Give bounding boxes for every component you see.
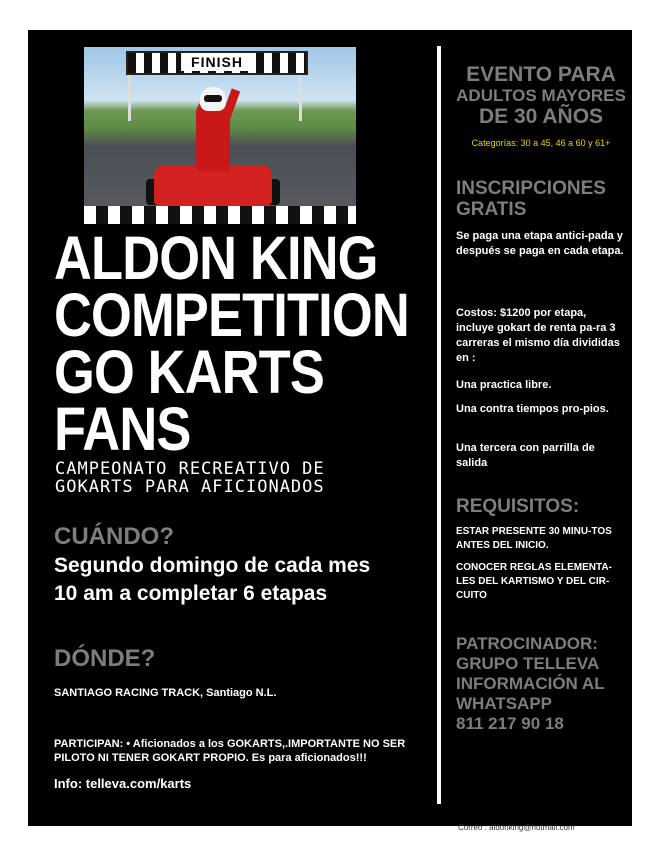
race-practice-text: Una practica libre.	[456, 379, 552, 391]
inscriptions-title: INSCRIPCIONES GRATIS	[456, 178, 606, 220]
subtitle-line: CAMPEONATO RECREATIVO DE	[55, 459, 325, 479]
sponsor-line: PATROCINADOR:	[456, 634, 598, 653]
event-title	[54, 224, 409, 463]
go-kart-finish-photo	[84, 47, 356, 224]
flyer	[28, 30, 632, 826]
where-details: SANTIAGO RACING TRACK, Santiago N.L.	[54, 687, 277, 699]
footer-email: Correo : aldonking@hotmail.com	[458, 823, 575, 832]
when-details	[54, 552, 454, 608]
sponsor-line: GRUPO TELLEVA	[456, 654, 600, 673]
requirement-arrival: ESTAR PRESENTE 30 MINU-TOS ANTES DEL INICIO.	[456, 526, 612, 551]
subtitle-line: GOKARTS PARA AFICIONADOS	[55, 477, 325, 497]
inscriptions-payment-text: Se paga una etapa antici-pada y después se paga en cada etapa.	[456, 230, 624, 257]
age-categories: Categorías: 30 a 45, 46 a 60 y 61+	[471, 138, 611, 148]
sponsor-line: WHATSAPP	[456, 694, 553, 713]
event-line: EVENTO PARA	[466, 63, 616, 86]
sponsor-line: INFORMACIÓN AL	[456, 674, 605, 693]
sponsor-whatsapp-number: 811 217 90 18	[456, 714, 564, 733]
when-line: 10 am a completar 6 etapas	[54, 582, 328, 605]
title-line: ALDON KING	[54, 224, 378, 292]
requirement-rules: CONOCER REGLAS ELEMENTA-LES DEL KARTISMO Y DEL CIR-CUITO	[456, 562, 612, 601]
when-line: Segundo domingo de cada mes	[54, 554, 371, 577]
race-time-trial-text: Una contra tiempos pro-pios.	[456, 403, 609, 415]
event-line: DE 30 AÑOS	[478, 105, 604, 128]
sponsor-block	[456, 634, 626, 734]
requirements-title: REQUISITOS:	[456, 496, 580, 517]
title-line: COMPETITION	[54, 281, 409, 349]
info-link-text: Info: telleva.com/karts	[54, 776, 192, 791]
where-label: DÓNDE?	[54, 645, 156, 672]
helmet-visor	[204, 95, 222, 102]
title-line: GO KARTS	[54, 338, 324, 406]
go-kart	[154, 165, 272, 205]
column-divider	[437, 46, 441, 804]
event-audience-heading	[456, 64, 626, 127]
title-line: FANS	[54, 395, 191, 463]
event-subtitle	[55, 460, 445, 496]
participants-text: PARTICIPAN: • Aficionados a los GOKARTS,.IMPORTANTE NO SER PILOTO NI TENER GOKART PROPIO. Es para aficionados!!!	[54, 738, 406, 764]
inscriptions-cost-text: Costos: $1200 por etapa, incluye gokart de renta pa-ra 3 carreras el mismo día divididas en :	[456, 307, 620, 364]
checkered-finish-line	[84, 206, 356, 224]
when-label: CUÁNDO?	[54, 523, 174, 550]
event-line: ADULTOS MAYORES	[456, 86, 626, 105]
race-grid-start-text: Una tercera con parrilla de salida	[456, 442, 595, 469]
finish-banner-text: FINISH	[181, 53, 253, 71]
finish-banner	[126, 51, 308, 75]
